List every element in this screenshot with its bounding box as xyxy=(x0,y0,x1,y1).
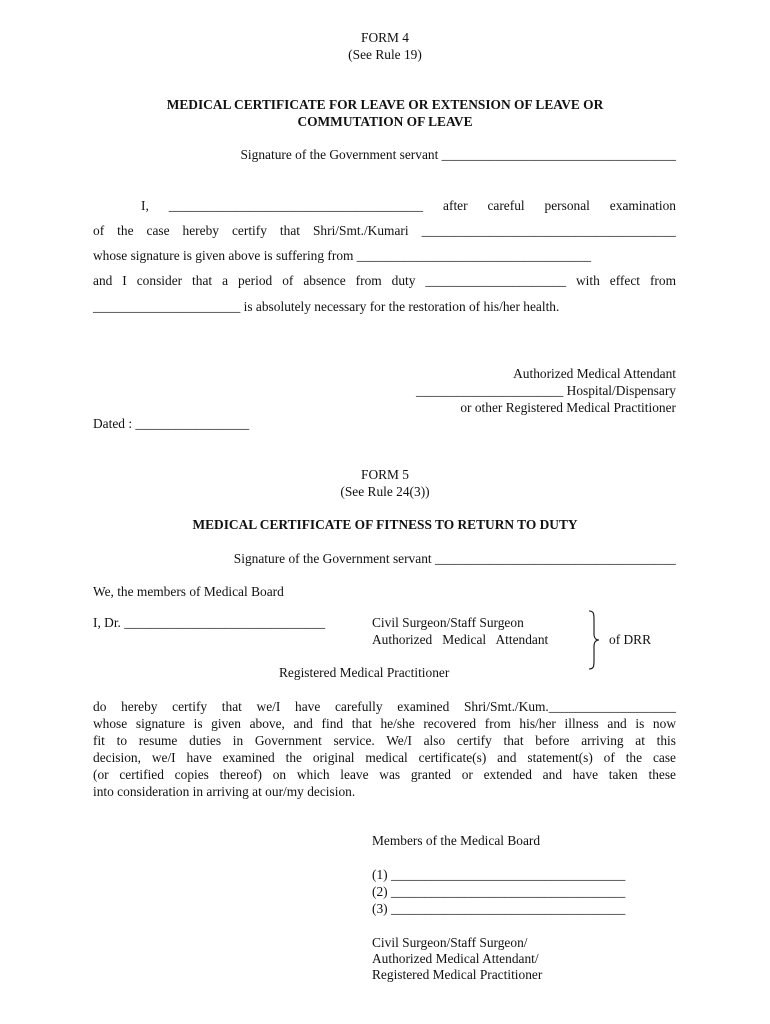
form4-body-line5: ______________________ is absolutely necessary for the restoration of his/her health. xyxy=(93,299,560,314)
form5-para-line2: whose signature is given above, and find that he/she recovered from his/her illness and is now xyxy=(93,716,676,731)
form5-footer-line1: Civil Surgeon/Staff Surgeon/ xyxy=(372,935,528,950)
form4-number: FORM 4 xyxy=(361,30,409,45)
form5-para-line4: decision, we/I have examined the original medical certificate(s) and statement(s) of the case xyxy=(93,750,676,765)
form4-title-line1: MEDICAL CERTIFICATE FOR LEAVE OR EXTENSION OF LEAVE OR xyxy=(166,97,604,112)
form4-attendant-line3: or other Registered Medical Practitioner xyxy=(460,400,676,415)
form5-role-attendant: Authorized Medical Attendant xyxy=(372,632,549,647)
form5-number: FORM 5 xyxy=(361,467,409,482)
form5-members-line: We, the members of Medical Board xyxy=(93,584,284,599)
form4-title-line2: COMMUTATION OF LEAVE xyxy=(297,114,473,129)
form4-rule: (See Rule 19) xyxy=(348,47,422,62)
form4-body-line3: whose signature is given above is suffering from ___________________________________ xyxy=(93,248,592,263)
form4-signature-line: Signature of the Government servant ___________________________________ xyxy=(240,147,676,162)
form5-footer-line3: Registered Medical Practitioner xyxy=(372,967,543,982)
curly-brace-icon xyxy=(588,610,600,670)
form4-body-line1: I, ______________________________________ after careful personal examination xyxy=(141,198,676,213)
form5-title: MEDICAL CERTIFICATE OF FITNESS TO RETURN TO DUTY xyxy=(192,517,578,532)
form5-para-line6: into consideration in arriving at our/my decision. xyxy=(93,784,356,799)
form4-dated: Dated : _________________ xyxy=(93,416,250,431)
form5-board-title: Members of the Medical Board xyxy=(372,833,541,848)
form5-signature-line: Signature of the Government servant ____________________________________ xyxy=(233,551,676,566)
form4-body-line4: and I consider that a period of absence from duty _____________________ with effect from xyxy=(93,273,676,288)
form4-attendant-line1: Authorized Medical Attendant xyxy=(513,366,676,381)
form5-member2: (2) ___________________________________ xyxy=(372,884,626,899)
form5-role-civil-surgeon: Civil Surgeon/Staff Surgeon xyxy=(372,615,524,630)
form5-role-registered: Registered Medical Practitioner xyxy=(279,665,450,680)
form4-body-line2: of the case hereby certify that Shri/Smt./Kumari ______________________________________ xyxy=(93,223,676,238)
form4-attendant-line2: ______________________ Hospital/Dispensary xyxy=(416,383,676,398)
form5-dr-line: I, Dr. ______________________________ xyxy=(93,615,326,630)
form5-para-line5: (or certified copies thereof) on which leave was granted or extended and have taken these xyxy=(93,767,676,782)
form5-of-drr: of DRR xyxy=(609,632,652,647)
form5-footer-line2: Authorized Medical Attendant/ xyxy=(372,951,539,966)
form5-para-line3: fit to resume duties in Government service. We/I also certify that before arriving at this xyxy=(93,733,676,748)
form5-member1: (1) ___________________________________ xyxy=(372,867,626,882)
form5-member3: (3) ___________________________________ xyxy=(372,901,626,916)
form5-rule: (See Rule 24(3)) xyxy=(340,484,430,499)
form5-para-line1: do hereby certify that we/I have carefully examined Shri/Smt./Kum.___________________ xyxy=(93,699,676,714)
